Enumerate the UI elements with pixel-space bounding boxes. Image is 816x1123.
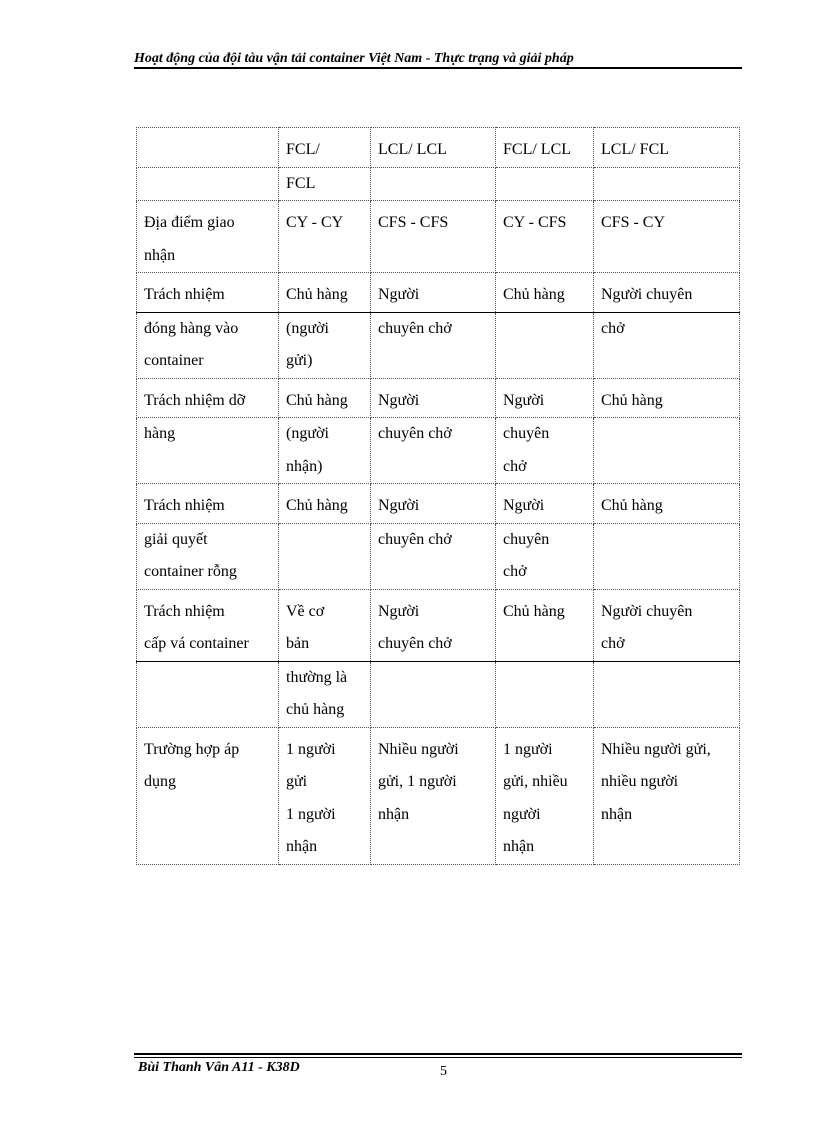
cell-text-line: dụng	[144, 773, 176, 790]
table-cell	[279, 661, 371, 727]
table-cell	[279, 312, 371, 378]
cell-text-line: LCL/ FCL	[601, 141, 670, 158]
table-cell	[279, 167, 371, 201]
cell-text-line: CFS - CY	[601, 214, 666, 231]
cell-text-line: chuyên	[503, 530, 550, 548]
cell-text-line: Chủ hàng	[503, 602, 565, 620]
cell-text-line: (người	[286, 319, 329, 337]
cell-text-line: Địa điểm giao	[144, 214, 235, 231]
table-cell	[279, 378, 371, 418]
table-cell	[137, 128, 279, 168]
table-cell	[496, 378, 594, 418]
table-row	[137, 167, 740, 201]
table-cell	[279, 523, 371, 589]
table-row	[137, 201, 740, 273]
cell-text-line: Người	[378, 286, 420, 303]
cell-text-line: LCL/ LCL	[378, 141, 447, 158]
cell-text-line: Về cơ	[286, 602, 325, 620]
cell-text-line: chuyên	[503, 425, 550, 442]
table-cell	[279, 727, 371, 864]
cell-text-line: Trách nhiệm	[144, 286, 225, 303]
table-cell	[371, 589, 496, 661]
table-row	[137, 727, 740, 864]
cell-text-line: chở	[503, 563, 527, 580]
table-cell	[496, 523, 594, 589]
cell-text-line: FCL	[286, 174, 316, 192]
cell-text-line: nhận	[378, 805, 410, 823]
cell-text-line: Người chuyên	[601, 286, 693, 303]
table-cell	[371, 727, 496, 864]
table-cell	[371, 312, 496, 378]
table-cell	[594, 273, 740, 313]
cell-text-line: container	[144, 352, 204, 369]
table-cell	[496, 727, 594, 864]
cell-text-line: nhận)	[286, 457, 323, 475]
cell-text-line: Chủ hàng	[286, 286, 348, 303]
table-cell	[137, 273, 279, 313]
table-cell	[137, 661, 279, 727]
cell-text-line: chuyên chở	[378, 319, 452, 337]
table-cell	[594, 201, 740, 273]
page-header: Hoạt động của đội tàu vận tải container Việt Nam - Thực trạng và giải pháp	[134, 51, 574, 66]
cell-text-line: gửi, 1 người	[378, 773, 457, 790]
table-cell	[371, 378, 496, 418]
table-cell	[137, 378, 279, 418]
cell-text-line: Chủ hàng	[286, 391, 348, 409]
table-cell	[594, 727, 740, 864]
table-row	[137, 523, 740, 589]
table-cell	[137, 167, 279, 201]
table-cell	[137, 484, 279, 524]
cell-text-line: Người	[378, 391, 420, 409]
table-cell	[137, 201, 279, 273]
cell-text-line: chở	[503, 457, 527, 475]
cell-text-line: chuyên chở	[378, 530, 452, 548]
table-row	[137, 418, 740, 484]
cell-text-line: (người	[286, 425, 329, 442]
cell-text-line: gửi, nhiều	[503, 773, 568, 790]
cell-text-line: người	[503, 805, 541, 823]
table-cell	[279, 589, 371, 661]
cell-text-line: Chủ hàng	[503, 286, 565, 303]
cell-text-line: chủ hàng	[286, 701, 345, 718]
table-row	[137, 273, 740, 313]
cell-text-line: bản	[286, 635, 310, 652]
table-cell	[279, 201, 371, 273]
table-cell	[371, 273, 496, 313]
table-cell	[594, 418, 740, 484]
cell-text-line: cấp vá container	[144, 635, 249, 652]
cell-text-line: thường là	[286, 668, 348, 686]
cell-text-line: giải quyết	[144, 530, 208, 548]
table-cell	[594, 312, 740, 378]
cell-text-line: 1 người	[286, 805, 336, 823]
cell-text-line: hàng	[144, 425, 176, 442]
table-cell	[371, 201, 496, 273]
table-cell	[137, 418, 279, 484]
table-row	[137, 484, 740, 524]
table-row	[137, 312, 740, 378]
table-row	[137, 128, 740, 168]
table-cell	[594, 589, 740, 661]
cell-text-line: CFS - CFS	[378, 214, 449, 231]
footer-rule	[134, 1053, 742, 1055]
table-row	[137, 378, 740, 418]
cell-text-line: Chủ hàng	[601, 497, 663, 514]
cell-text-line: nhận	[286, 838, 318, 855]
cell-text-line: FCL/	[286, 141, 320, 158]
cell-text-line: chở	[601, 635, 625, 652]
table-cell	[137, 523, 279, 589]
cell-text-line: CY - CFS	[503, 214, 567, 231]
cell-text-line: Người	[378, 497, 420, 514]
table-cell	[496, 128, 594, 168]
cell-text-line: Người	[503, 391, 545, 409]
table-cell	[496, 589, 594, 661]
table-cell	[594, 661, 740, 727]
footer-rule-thin	[134, 1057, 742, 1058]
cell-text-line: nhận	[601, 805, 633, 823]
table-cell	[496, 273, 594, 313]
cell-text-line: nhiều người	[601, 773, 679, 790]
table-cell	[496, 167, 594, 201]
table-cell	[371, 661, 496, 727]
table-cell	[279, 484, 371, 524]
cell-text-line: 1 người	[286, 740, 336, 758]
cell-text-line: gửi)	[286, 352, 313, 369]
page-number: 5	[440, 1064, 447, 1079]
cell-text-line: Người	[503, 497, 545, 514]
cell-text-line: chuyên chở	[378, 635, 452, 652]
table-cell	[496, 312, 594, 378]
cell-text-line: Nhiều người	[378, 740, 459, 758]
table-row	[137, 589, 740, 661]
cell-text-line: đóng hàng vào	[144, 319, 239, 337]
cell-text-line: Trường hợp áp	[144, 740, 240, 758]
cell-text-line: Nhiều người gửi,	[601, 740, 711, 758]
table-cell	[137, 312, 279, 378]
cell-text-line: Người	[378, 602, 420, 620]
cell-text-line: chở	[601, 319, 625, 337]
cell-text-line: CY - CY	[286, 214, 344, 231]
table-cell	[371, 523, 496, 589]
table-cell	[371, 167, 496, 201]
cell-text-line: Chủ hàng	[286, 497, 348, 514]
cell-text-line: Trách nhiệm dỡ	[144, 391, 246, 409]
cell-text-line: chuyên chở	[378, 425, 452, 442]
table-cell	[137, 727, 279, 864]
table-cell	[279, 418, 371, 484]
cell-text-line: 1 người	[503, 740, 553, 758]
cell-text-line: nhận	[144, 246, 176, 264]
cell-text-line: Chủ hàng	[601, 391, 663, 409]
header-rule	[134, 67, 742, 69]
cell-text-line: FCL/ LCL	[503, 141, 572, 158]
table-cell	[496, 418, 594, 484]
table-cell	[279, 273, 371, 313]
table-cell	[371, 484, 496, 524]
table-cell	[594, 128, 740, 168]
table-cell	[496, 201, 594, 273]
table-cell	[594, 523, 740, 589]
cell-text-line: nhận	[503, 838, 535, 855]
table-cell	[594, 378, 740, 418]
table-cell	[496, 484, 594, 524]
cell-text-line: Trách nhiệm	[144, 497, 225, 514]
cell-text-line: container rỗng	[144, 563, 237, 580]
cell-text-line: gửi	[286, 773, 308, 790]
table-cell	[496, 661, 594, 727]
cell-text-line: Trách nhiệm	[144, 602, 225, 620]
table-cell	[279, 128, 371, 168]
table-cell	[137, 589, 279, 661]
footer-author: Bùi Thanh Vân A11 - K38D	[138, 1060, 300, 1075]
cell-text-line: Người chuyên	[601, 602, 693, 620]
table-cell	[371, 128, 496, 168]
table-cell	[594, 167, 740, 201]
delivery-terms-table	[136, 127, 740, 865]
table-cell	[594, 484, 740, 524]
table-row	[137, 661, 740, 727]
table-cell	[371, 418, 496, 484]
